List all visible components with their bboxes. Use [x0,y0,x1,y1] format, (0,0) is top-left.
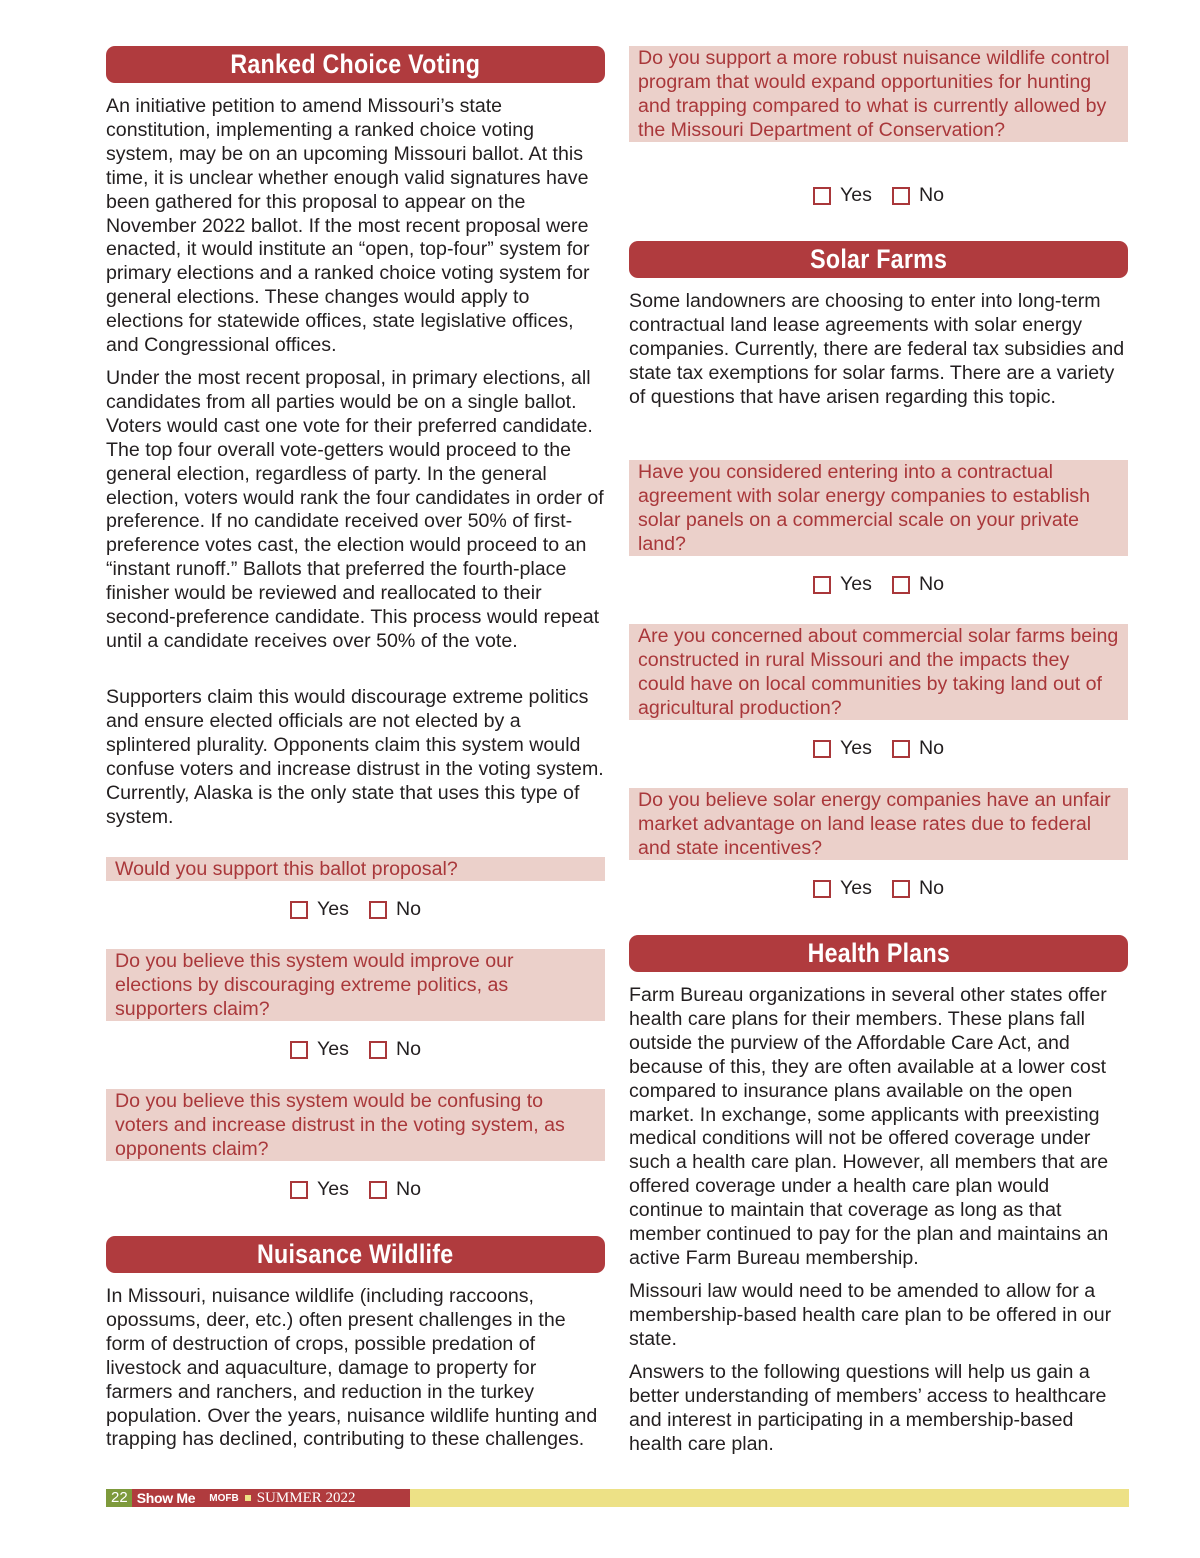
answer-group-concerned-solar [813,737,944,760]
question-concerned-solar: Are you concerned about commercial solar farms being constructed in rural Missouri and the impacts they could have on local communities by taking land out of agricultural production? [629,624,1128,720]
page-number: 22 [106,1489,132,1507]
nuisance-wildlife-paragraph: In Missouri, nuisance wildlife (including raccoons, opossums, deer, etc.) often present challenges in the form of destruction of crops, possible predation of livestock and aquaculture, damage to property for farmers and ranchers, and reduction in the turkey population. Over the years, nuisance wildlife hunting and trapping has declined, contributing to these challenges. [106,1285,598,1451]
section-heading-solar-farms: Solar Farms [629,241,1128,278]
yes-option[interactable]: Yes [813,737,872,760]
answer-group-considered-contract [813,573,944,596]
health-plans-paragraph-2: Missouri law would need to be amended to allow for a membership-based health care plan to be offered in our state. [629,1280,1112,1350]
yes-checkbox[interactable] [290,1041,308,1059]
magazine-brand: Show Me [136,1490,196,1506]
yes-checkbox[interactable] [813,576,831,594]
answer-group-improve-elections [290,1038,421,1061]
no-checkbox[interactable] [892,187,910,205]
answer-group-confusing-voters [290,1178,421,1201]
ranked-choice-paragraph-3: Supporters claim this would discourage extreme politics and ensure elected officials are not elected by a splintered plurality. Opponents claim this system would confuse voters and increase distrust in the voting system. Currently, Alaska is the only state that uses this type of system. [106,686,604,828]
yes-option[interactable]: Yes [290,1178,349,1201]
answer-group-unfair-advantage [813,877,944,900]
yes-option[interactable]: Yes [290,1038,349,1061]
page-footer [106,1489,1129,1507]
yes-option[interactable]: Yes [813,877,872,900]
no-checkbox[interactable] [892,740,910,758]
no-checkbox[interactable] [369,901,387,919]
question-wildlife-control: Do you support a more robust nuisance wildlife control program that would expand opportunities for hunting and trapping compared to what is currently allowed by the Missouri Department of Conservation? [629,46,1128,142]
yes-checkbox[interactable] [813,740,831,758]
no-checkbox[interactable] [369,1181,387,1199]
ranked-choice-paragraph-2: Under the most recent proposal, in primary elections, all candidates from all parties would be on a single ballot. Voters would cast one vote for their preferred candidate. The top four overall vote-getters would proceed to the general election, regardless of party. In the general election, voters would rank the four candidates in order of preference. If no candidate received over 50% of first-preference votes cast, the election would proceed to an “instant runoff.” Ballots that preferred the fourth-place finisher would be reviewed and reallocated to their second-preference candidate. This process would repeat until a candidate receives over 50% of the vote. [106,367,604,652]
answer-group-wildlife-control [813,184,944,207]
solar-farms-paragraph: Some landowners are choosing to enter into long-term contractual land lease agreements with solar energy companies. Currently, there are federal tax subsidies and state tax exemptions for solar farms. There are a variety of questions that have arisen regarding this topic. [629,290,1125,408]
section-heading-ranked-choice: Ranked Choice Voting [106,46,605,83]
ranked-choice-paragraph-1: An initiative petition to amend Missouri’s state constitution, implementing a ranked choice voting system, may be on an upcoming Missouri ballot. At this time, it is unclear whether enough valid signatures have been gathered for this proposal to appear on the November 2022 ballot. If the most recent proposal were enacted, it would institute an “open, top-four” system for primary elections and a ranked choice voting system for general elections. These changes would apply to elections for statewide offices, state legislative offices, and Congressional offices. [106,95,590,357]
section-heading-health-plans: Health Plans [629,935,1128,972]
yes-checkbox[interactable] [813,880,831,898]
question-support-ballot: Would you support this ballot proposal? [106,857,605,881]
no-option[interactable]: No [369,1178,421,1201]
no-option[interactable]: No [892,184,944,207]
no-option[interactable]: No [892,737,944,760]
yes-checkbox[interactable] [290,1181,308,1199]
no-checkbox[interactable] [892,880,910,898]
no-option[interactable]: No [892,877,944,900]
no-option[interactable]: No [892,573,944,596]
yes-option[interactable]: Yes [290,898,349,921]
question-considered-contract: Have you considered entering into a contractual agreement with solar energy companies to establish solar panels on a commercial scale on your private land? [629,460,1128,556]
footer-folio [106,1489,410,1507]
question-confusing-voters: Do you believe this system would be confusing to voters and increase distrust in the voting system, as opponents claim? [106,1089,605,1161]
no-option[interactable]: No [369,898,421,921]
no-checkbox[interactable] [892,576,910,594]
answer-group-support-ballot [290,898,421,921]
organization-name: MOFB [209,1492,239,1504]
no-checkbox[interactable] [369,1041,387,1059]
health-plans-paragraph-3: Answers to the following questions will help us gain a better understanding of members’ access to healthcare and interest in participating in a membership-based health care plan. [629,1361,1107,1455]
yes-option[interactable]: Yes [813,184,872,207]
issue-label: SUMMER 2022 [256,1489,356,1506]
no-option[interactable]: No [369,1038,421,1061]
section-heading-nuisance-wildlife: Nuisance Wildlife [106,1236,605,1273]
question-unfair-advantage: Do you believe solar energy companies have an unfair market advantage on land lease rates due to federal and state incentives? [629,788,1128,860]
health-plans-paragraph-1: Farm Bureau organizations in several other states offer health care plans for their members. These plans fall outside the purview of the Affordable Care Act, and because of this, they are often available at a lower cost compared to insurance plans available on the open market. In exchange, some applicants with preexisting medical conditions will not be offered coverage under such a health care plan. However, all members that are offered coverage under a health care plan would continue to maintain that coverage as long as that member continued to pay for the plan and maintains an active Farm Bureau membership. [629,984,1109,1269]
question-improve-elections: Do you believe this system would improve our elections by discouraging extreme politics, as supporters claim? [106,949,605,1021]
yes-checkbox[interactable] [813,187,831,205]
footer-separator [245,1495,251,1501]
yes-checkbox[interactable] [290,901,308,919]
yes-option[interactable]: Yes [813,573,872,596]
